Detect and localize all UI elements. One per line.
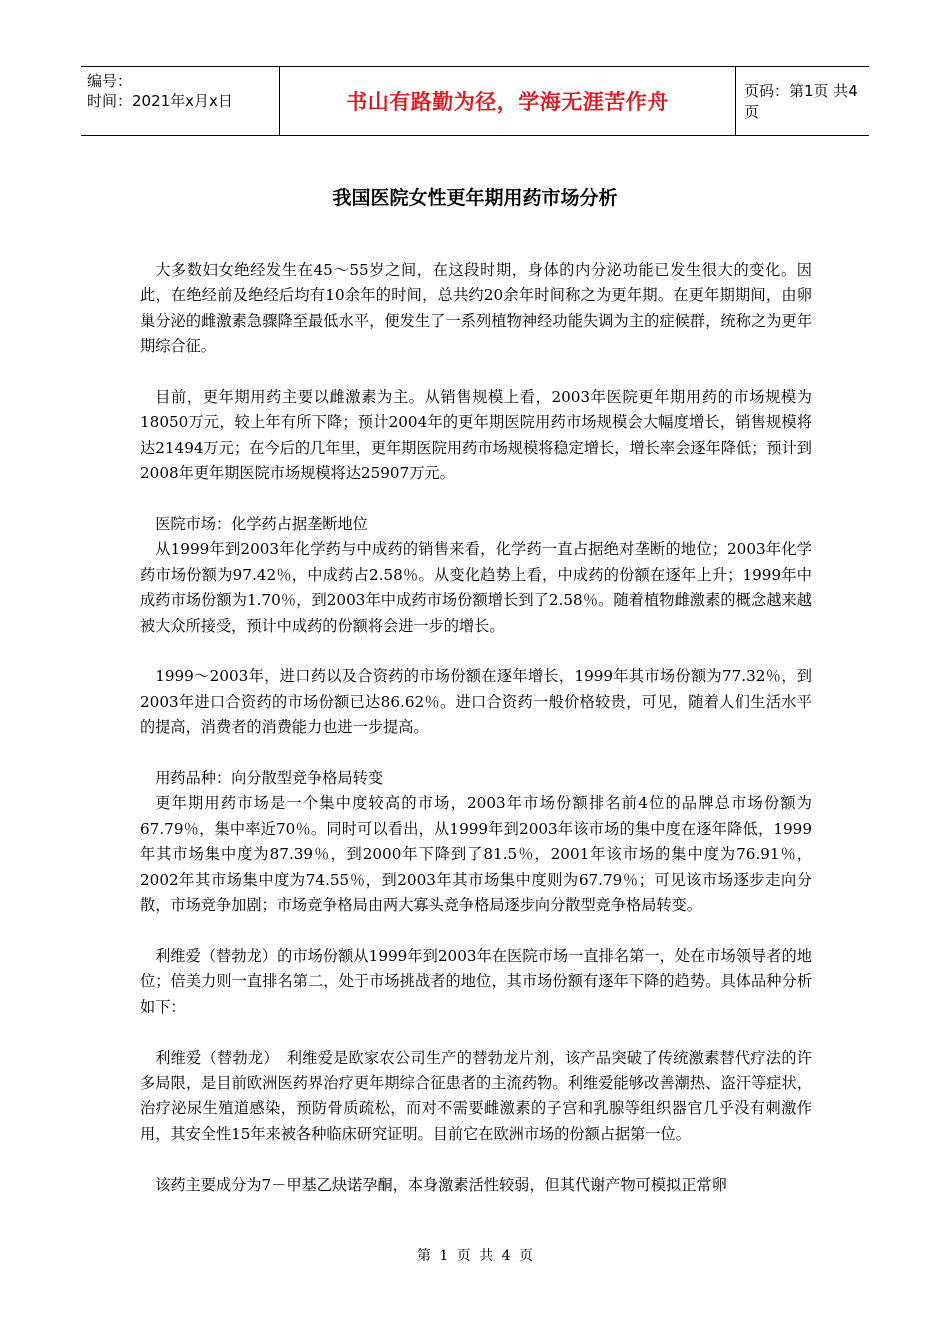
date-label: 时间：2021年x月x日 <box>87 92 233 110</box>
paragraph-leading-brands: 利维爱（替勃龙）的市场份额从1999年到2003年在医院市场一直排名第一，处在市场领导者的地位；倍美力则一直排名第二，处于市场挑战者的地位，其市场份额有逐年下降的趋势。具体品种分析如下： <box>140 946 812 1016</box>
paragraph-chemical-vs-tcm: 从1999年到2003年化学药与中成药的销售来看，化学药一直占据绝对垄断的地位；2003年化学药市场份额为97.42％，中成药占2.58％。从变化趋势上看，中成药的份额在逐年上升；1999年中成药市场份额为1.70％，到2003年中成药市场份额增长到了2.58％。随着植物雌激素的概念越来越被大众所接受，预计中成药的份额将会进一步的增长。 <box>140 540 812 635</box>
page-footer: 第 1 页 共 4 页 <box>416 1248 534 1264</box>
paragraph-livial: 利维爱（替勃龙） 利维爱是欧家农公司生产的替勃龙片剂，该产品突破了传统激素替代疗法的许多局限，是目前欧洲医药界治疗更年期综合征患者的主流药物。利维爱能够改善潮热、盗汗等症状，治疗泌尿生殖道感染，预防骨质疏松，而对不需要雌激素的子宫和乳腺等组织器官几乎没有刺激作用，其安全性15年来被各种临床研究证明。目前它在欧洲市场的份额占据第一位。 <box>140 1048 812 1143</box>
section-heading-drug-varieties: 用药品种：向分散型竞争格局转变 <box>155 769 383 788</box>
paragraph-intro: 大多数妇女绝经发生在45～55岁之间，在这段时期，身体的内分泌功能已发生很大的变化。因此，在绝经前及绝经后均有10余年的时间，总共约20余年时间称之为更年期。在更年期期间，由卵巢分泌的雌激素急骤降至最低水平，便发生了一系列植物神经功能失调为主的症候群，统称之为更年期综合征。 <box>140 261 812 356</box>
paragraph-ingredient: 该药主要成分为7－甲基乙炔诺孕酮，本身激素活性较弱，但其代谢产物可模拟正常卵 <box>155 1175 727 1194</box>
document-title: 我国医院女性更年期用药市场分析 <box>332 187 618 209</box>
motto: 书山有路勤为径，学海无涯苦作舟 <box>280 67 736 135</box>
page-info: 页码：第1页 共4页 <box>744 82 858 121</box>
header-meta-cell <box>81 67 280 135</box>
section-heading-hospital-market: 医院市场：化学药占据垄断地位 <box>155 515 368 534</box>
paragraph-concentration: 更年期用药市场是一个集中度较高的市场，2003年市场份额排名前4位的品牌总市场份额为67.79％，集中率近70％。同时可以看出，从1999年到2003年该市场的集中度在逐年降低，1999年其市场集中度为87.39％，到2000年下降到了81.5％，2001年该市场的集中度为76.91％，2002年其市场集中度为74.55％，到2003年其市场集中度则为67.79％；可见该市场逐步走向分散，市场竞争加剧；市场竞争格局由两大寡头竞争格局逐步向分散型竞争格局转变。 <box>140 794 812 915</box>
document-body <box>140 258 812 1223</box>
serial-label: 编号： <box>87 72 133 90</box>
paragraph-market-size: 目前，更年期用药主要以雌激素为主。从销售规模上看，2003年医院更年期用药的市场规模为18050万元，较上年有所下降；预计2004年的更年期医院用药市场规模会大幅度增长，销售规模将达21494万元；在今后的几年里，更年期医院用药市场规模将稳定增长，增长率会逐年降低；预计到2008年更年期医院市场规模将达25907万元。 <box>140 388 812 483</box>
paragraph-import-share: 1999～2003年，进口药以及合资药的市场份额在逐年增长，1999年其市场份额为77.32％，到2003年进口合资药的市场份额已达86.62％。进口合资药一般价格较贵，可见，随着人们生活水平的提高，消费者的消费能力也进一步提高。 <box>140 667 812 737</box>
header-table <box>81 66 869 136</box>
